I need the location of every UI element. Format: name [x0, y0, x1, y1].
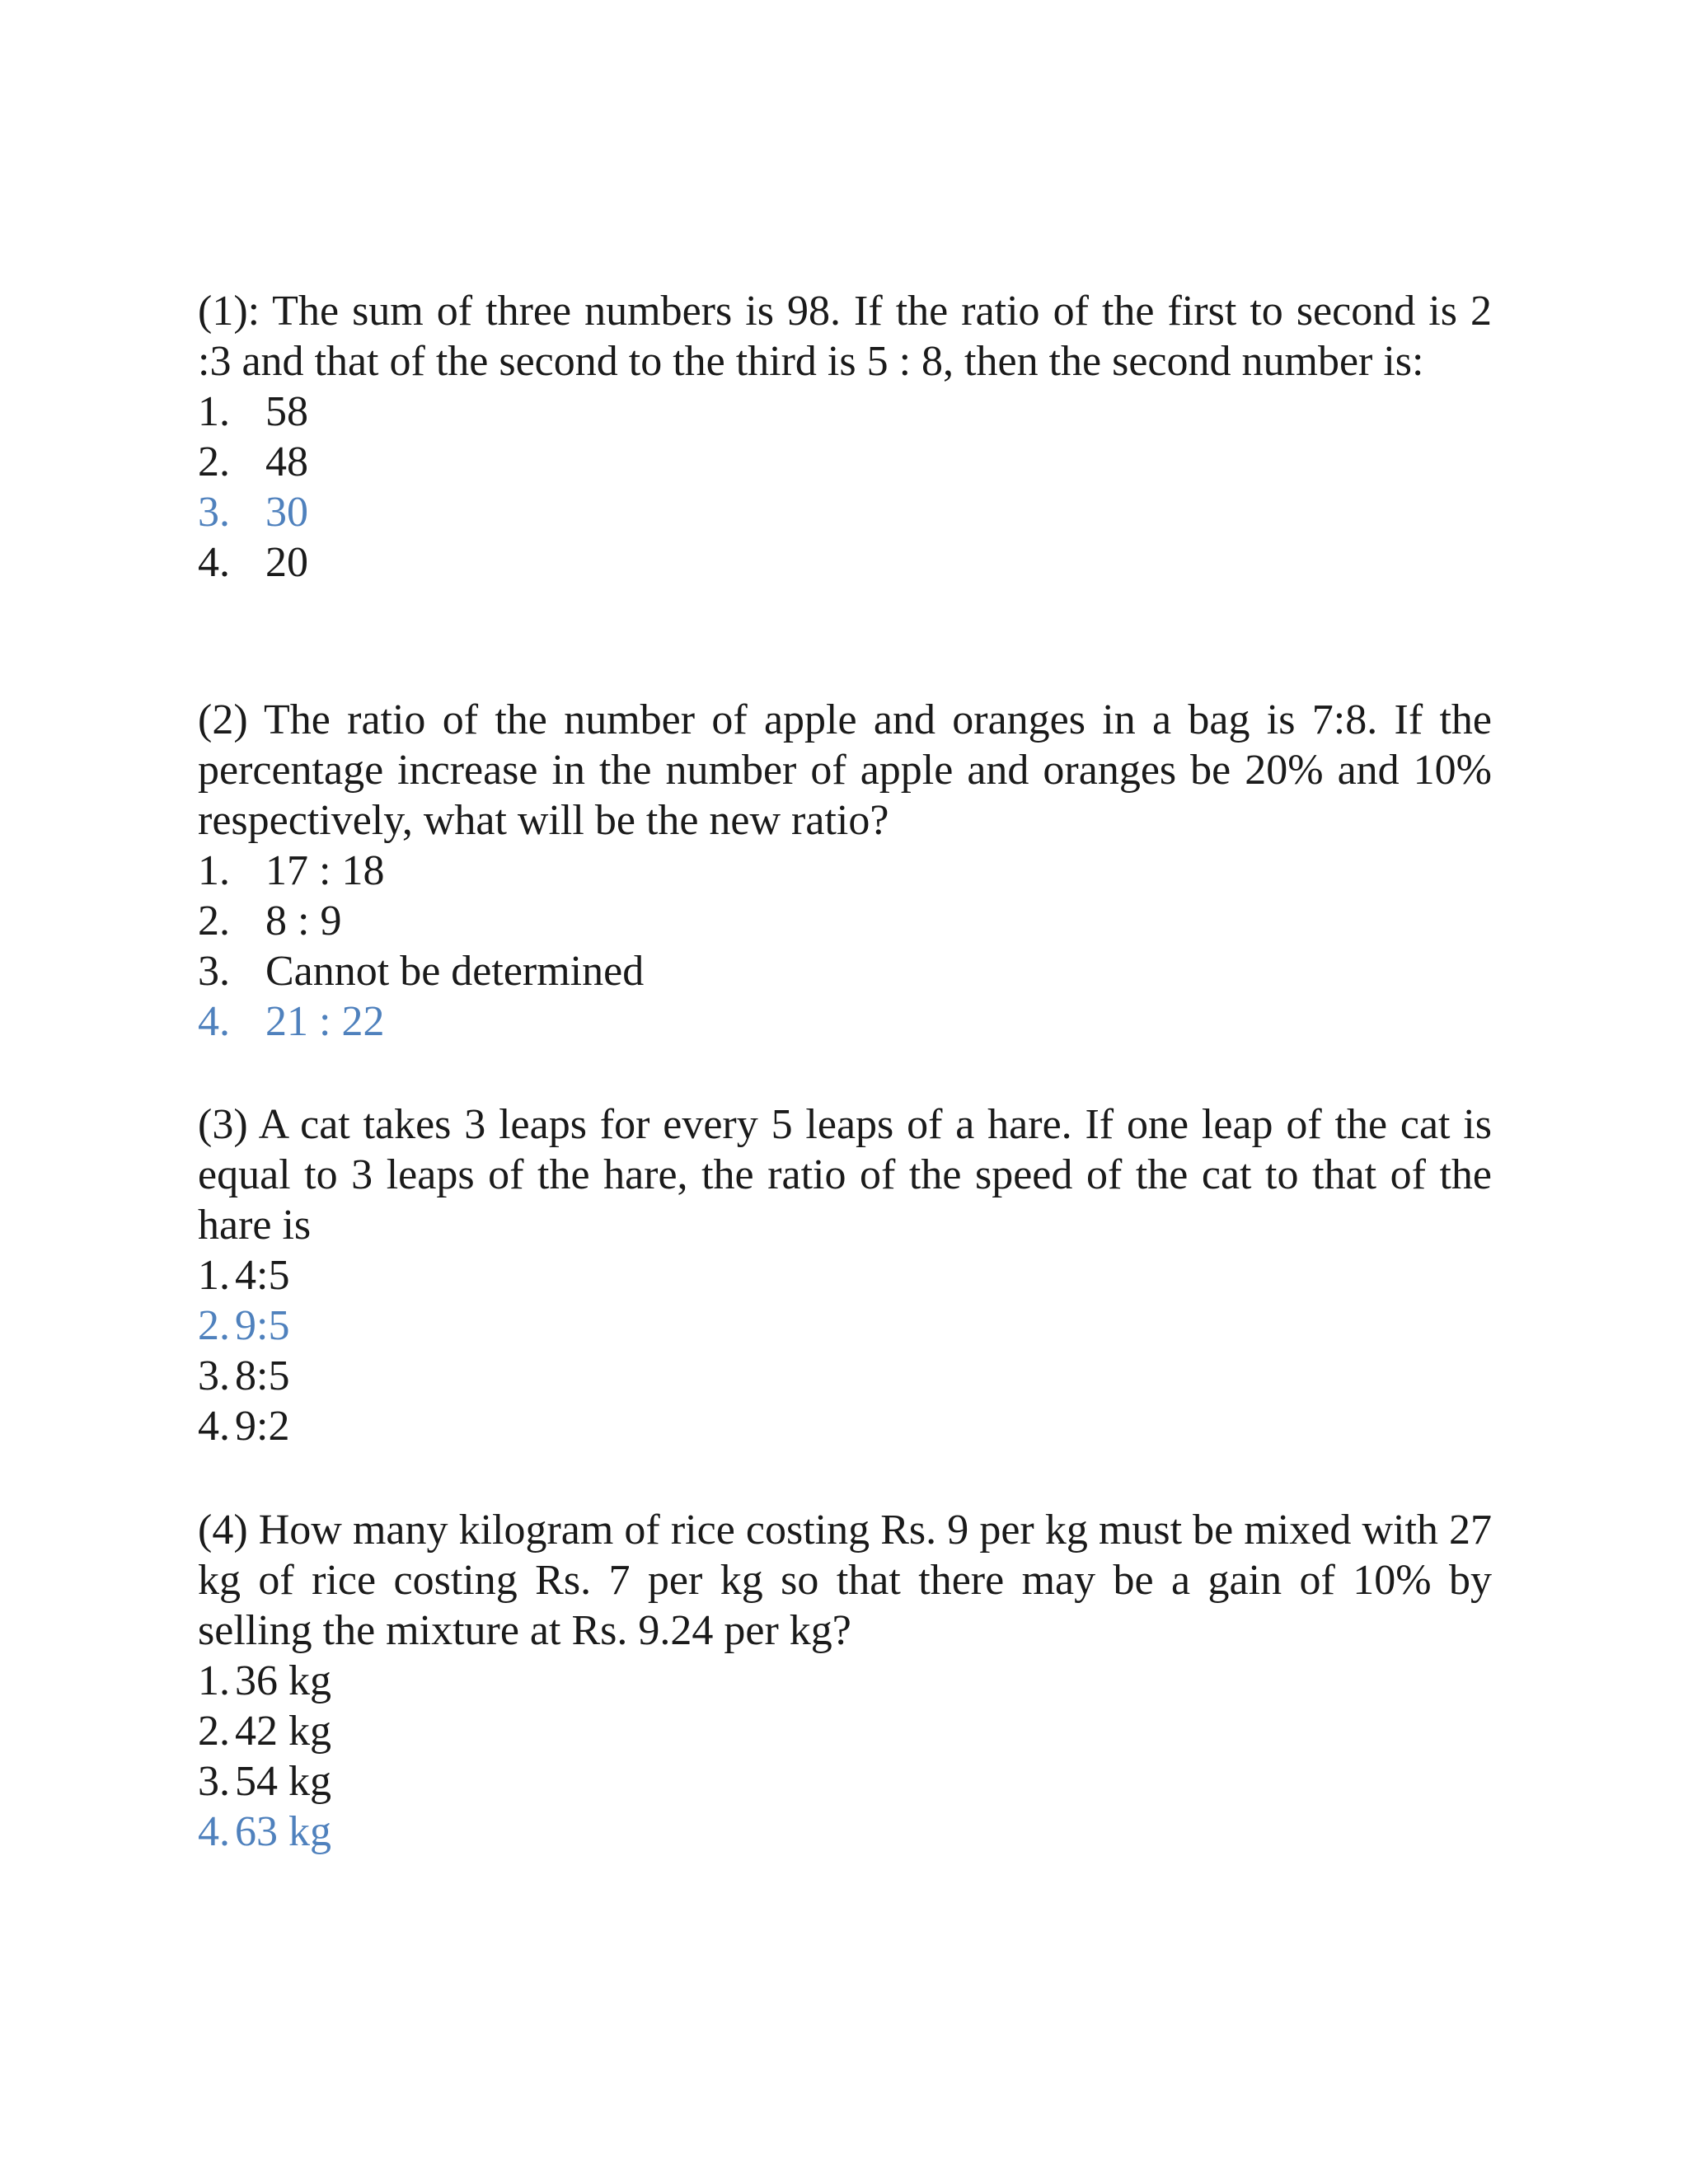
option-3: 3. Cannot be determined — [198, 948, 645, 995]
option-3: 3. 54 kg — [198, 1758, 331, 1805]
question-1-text: (1): The sum of three numbers is 98. If the ratio of the first to second is 2 :3 and that of the second to the third is 5 : 8, then the second number is: — [198, 288, 1492, 385]
option-1: 1. 36 kg — [198, 1657, 331, 1704]
question-4-text: (4) How many kilogram of rice costing Rs. 9 per kg must be mixed with 27 kg of rice costing Rs. 7 per kg so that there may be a gain of 10% by selling the mixture at Rs. 9.24 per kg? — [198, 1507, 1492, 1654]
option-3-correct-answer: 3. 30 — [198, 489, 308, 536]
option-2-correct-answer: 2. 9:5 — [198, 1302, 290, 1349]
option-3: 3. 8:5 — [198, 1352, 290, 1399]
option-1: 1. 58 — [198, 388, 308, 435]
option-1: 1. 4:5 — [198, 1252, 290, 1299]
question-1-options — [198, 387, 1492, 588]
question-3-text: (3) A cat takes 3 leaps for every 5 leaps of a hare. If one leap of the cat is equal to 3 leaps of the hare, the ratio of the speed of the cat to that of the hare is — [198, 1101, 1492, 1249]
question-2 — [198, 695, 1492, 1047]
option-4: 4. 9:2 — [198, 1403, 290, 1450]
question-4 — [198, 1505, 1492, 1857]
question-3-options — [198, 1250, 1492, 1451]
question-2-options — [198, 846, 1492, 1047]
option-4: 4. 20 — [198, 539, 308, 586]
question-4-options — [198, 1656, 1492, 1857]
question-1 — [198, 286, 1492, 588]
option-4-correct-answer: 4. 63 kg — [198, 1808, 331, 1855]
option-2: 2. 42 kg — [198, 1708, 331, 1755]
option-1: 1. 17 : 18 — [198, 847, 385, 894]
option-4-correct-answer: 4. 21 : 22 — [198, 998, 385, 1045]
question-2-text: (2) The ratio of the number of apple and oranges in a bag is 7:8. If the percentage increase in the number of apple and oranges be 20% and 10% respectively, what will be the new ratio? — [198, 696, 1492, 844]
option-2: 2. 8 : 9 — [198, 898, 342, 944]
question-3 — [198, 1099, 1492, 1451]
option-2: 2. 48 — [198, 438, 308, 485]
